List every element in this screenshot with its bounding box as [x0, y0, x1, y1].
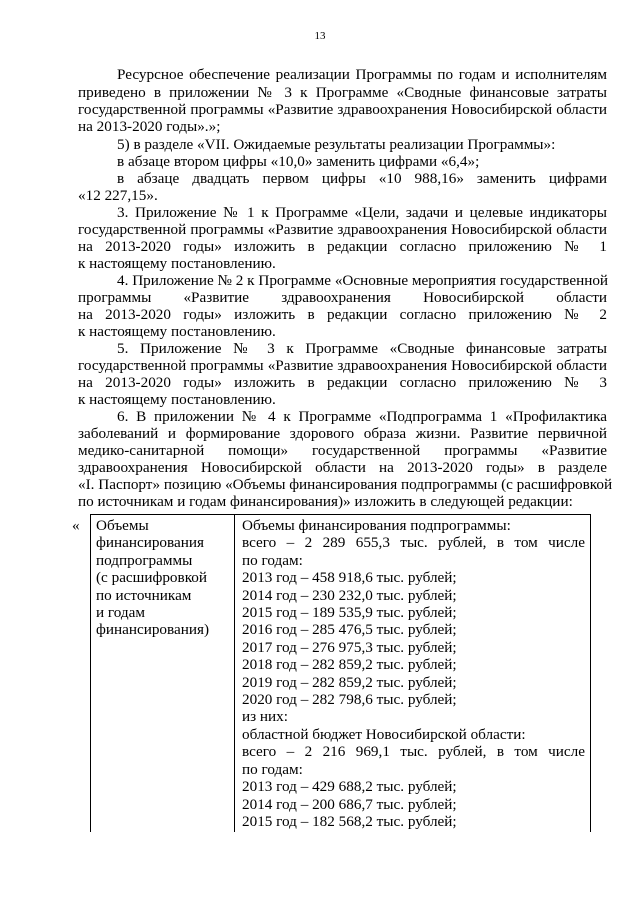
opening-quote: «	[72, 517, 80, 534]
text-line: в абзаце втором цифры «10,0» заменить цифрами «6,4»;	[117, 153, 480, 170]
cell-line: 2017 год – 276 975,3 тыс. рублей;	[242, 638, 457, 656]
text-line: к настоящему постановлению.	[78, 323, 276, 340]
cell-line: 2014 год – 200 686,7 тыс. рублей;	[242, 795, 457, 813]
cell-line: всего – 2 216 969,1 тыс. рублей, в том числе	[242, 743, 585, 761]
text-line: приведено в приложении № 3 к Программе «Сводные финансовые затраты	[78, 84, 607, 101]
cell-line: по годам:	[242, 760, 303, 778]
text-line: государственной программы «Развитие здравоохранения Новосибирской области	[78, 357, 607, 374]
text-line: 5) в разделе «VII. Ожидаемые результаты реализации Программы»:	[117, 136, 556, 153]
cell-line: 2018 год – 282 859,2 тыс. рублей;	[242, 656, 457, 674]
text-line: программы «Развитие здравоохранения Новосибирской области	[78, 289, 607, 306]
text-line: государственной программы «Развитие здравоохранения Новосибирской области	[78, 221, 607, 238]
text-line: к настоящему постановлению.	[78, 255, 276, 272]
cell-line: 2013 год – 458 918,6 тыс. рублей;	[242, 569, 457, 587]
table-column-divider	[234, 514, 235, 832]
text-line: на 2013-2020 годы» изложить в редакции согласно приложению № 2	[78, 306, 607, 323]
cell-line: Объемы финансирования подпрограммы:	[242, 517, 511, 534]
cell-line: подпрограммы	[96, 551, 193, 569]
cell-line: и годам	[96, 604, 146, 622]
cell-line: финансирования)	[96, 621, 210, 639]
cell-line: Объемы	[96, 517, 149, 534]
text-line: 3. Приложение № 1 к Программе «Цели, задачи и целевые индикаторы	[117, 204, 607, 221]
cell-line: всего – 2 289 655,3 тыс. рублей, в том числе	[242, 534, 585, 552]
table-cell-values	[242, 517, 585, 830]
text-line: государственной программы «Развитие здравоохранения Новосибирской области	[78, 101, 607, 118]
cell-line: 2019 год – 282 859,2 тыс. рублей;	[242, 673, 457, 691]
table-cell-label	[96, 517, 232, 639]
cell-line: финансирования	[96, 534, 204, 552]
text-line: по источникам и годам финансирования)» изложить в следующей редакции:	[78, 493, 573, 510]
cell-line: 2015 год – 189 535,9 тыс. рублей;	[242, 604, 457, 622]
text-line: «I. Паспорт» позицию «Объемы финансирования подпрограммы (с расшифровкой	[78, 476, 613, 493]
cell-line: 2015 год – 182 568,2 тыс. рублей;	[242, 812, 457, 830]
cell-line: (с расшифровкой	[96, 569, 208, 587]
text-line: 5. Приложение № 3 к Программе «Сводные финансовые затраты	[117, 340, 607, 357]
text-line: 6. В приложении № 4 к Программе «Подпрограмма 1 «Профилактика	[117, 408, 607, 425]
cell-line: 2016 год – 285 476,5 тыс. рублей;	[242, 621, 457, 639]
cell-line: 2013 год – 429 688,2 тыс. рублей;	[242, 778, 457, 796]
cell-line: 2014 год – 230 232,0 тыс. рублей;	[242, 586, 457, 604]
cell-line: 2020 год – 282 798,6 тыс. рублей;	[242, 691, 457, 709]
text-line: 4. Приложение № 2 к Программе «Основные мероприятия государственной	[117, 272, 609, 289]
text-line: на 2013-2020 годы».»;	[78, 118, 221, 135]
text-line: «12 227,15».	[78, 187, 158, 204]
cell-line: областной бюджет Новосибирской области:	[242, 725, 526, 743]
text-line: к настоящему постановлению.	[78, 391, 276, 408]
cell-line: по годам:	[242, 551, 303, 569]
page-number: 13	[314, 30, 326, 42]
text-line: Ресурсное обеспечение реализации Программы по годам и исполнителям	[117, 66, 607, 83]
text-line: заболеваний и формирование здорового образа жизни. Развитие первичной	[78, 425, 607, 442]
cell-line: из них:	[242, 708, 288, 726]
text-line: здравоохранения Новосибирской области на 2013-2020 годы» в разделе	[78, 459, 607, 476]
text-line: медико-санитарной помощи» государственной программы «Развитие	[78, 442, 607, 459]
text-line: в абзаце двадцать первом цифры «10 988,16» заменить цифрами	[117, 170, 607, 187]
cell-line: по источникам	[96, 586, 192, 604]
text-line: на 2013-2020 годы» изложить в редакции согласно приложению № 3	[78, 374, 607, 391]
text-line: на 2013-2020 годы» изложить в редакции согласно приложению № 1	[78, 238, 607, 255]
